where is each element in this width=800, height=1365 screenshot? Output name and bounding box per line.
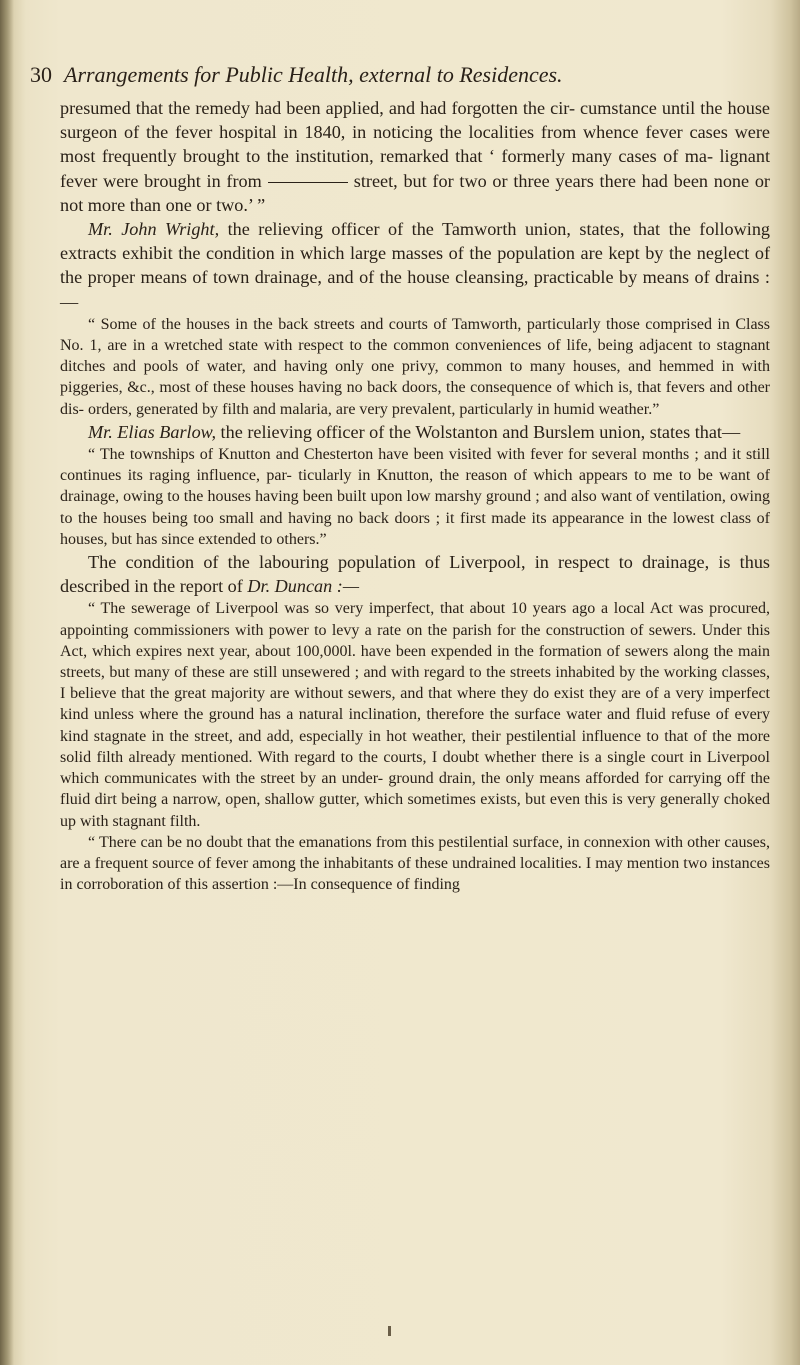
- paragraph-1: [60, 96, 770, 217]
- omitted-street-dash: [268, 182, 348, 183]
- page-number: 30: [30, 62, 52, 87]
- quote-tamworth: “ Some of the houses in the back streets and courts of Tamworth, particularly those comprised in Class No. 1, are in a wretched state with respect to the common conveniences of life, being adjacent to stagnant ditches and pools of water, and having only one privy, common to many houses, and hemmed in with piggeries, &c., most of these houses having no back doors, the consequence of which is, that fevers and other dis- orders, generated by filth and malaria, are very prevalent, particularly in humid weather.”: [60, 315, 770, 418]
- paragraph-4: [60, 420, 770, 444]
- page-header: [30, 62, 770, 94]
- page-mark: [388, 1326, 391, 1336]
- paragraph-1-end: street, but for two or three years there had been none or not more than one or two.’ ”: [60, 170, 770, 215]
- paragraph-2: [60, 217, 770, 314]
- paragraph-1-text: presumed that the remedy had been applied, and had forgotten the cir- cumstance until the house surgeon of the fever hospital in 1840, in noticing the localities from whence fever cases were most frequently brought to the institution, remarked that ‘ formerly many cases of ma- lignant fever were brought in from: [60, 98, 770, 191]
- paragraph-2-text: the relieving officer of the Tamworth union, states, that the following extracts exhibit the condition in which large masses of the population are kept by the neglect of the proper means of town drainage, and of the house cleansing, practicable by means of drains :—: [60, 219, 771, 312]
- officer-name-wright: Mr. John Wright,: [88, 219, 220, 240]
- book-spine-shadow: [0, 0, 14, 1365]
- paragraph-4-text: the relieving officer of the Wolstanton and Burslem union, states that—: [220, 421, 741, 442]
- quote-liverpool-sewerage: “ The sewerage of Liverpool was so very imperfect, that about 10 years ago a local Act was procured, appointing commissioners with power to levy a rate on the parish for the construction of sewers. Under this Act, which expires next year, about 100,000l. have been expended in the formation of sewers along the main streets, but many of these are still unsewered ; and with regard to the streets inhabited by the working classes, I believe that the great majority are without sewers, and that where they do exist they are of a very imperfect kind unless where the ground has a natural inclination, therefore the surface water and fluid refuse of every kind stagnate in the street, and add, especially in hot weather, their pestilential influence to that of the more solid filth already mentioned. With regard to the courts, I doubt whether there is a single court in Liverpool which communicates with the street by an under- ground drain, the only means afforded for carrying off the fluid dirt being a narrow, open, shallow gutter, which sometimes exists, but even this is very generally choked up with stagnant filth.: [60, 600, 770, 830]
- paragraph-6: [60, 550, 770, 598]
- officer-name-barlow: Mr. Elias Barlow,: [88, 421, 216, 442]
- quote-knutton: “ The townships of Knutton and Chesterton have been visited with fever for several months ; and it still continues its raging influence, par- ticularly in Knutton, the reason of which appears to me to be want of drainage, owing to the houses having been built upon low marshy ground ; and also want of ventilation, owing to the houses being too small and having no back doors ; it first made its appearance in the lowest class of houses, but has since extended to others.”: [60, 446, 770, 548]
- page-body: [60, 96, 770, 895]
- doctor-name-duncan: Dr. Duncan :—: [247, 576, 360, 597]
- paragraph-6-text: The condition of the labouring population of Liverpool, in respect to drainage, is thus described in the report of: [60, 552, 770, 597]
- running-title: Arrangements for Public Health, external to Residences.: [64, 62, 563, 87]
- quote-liverpool-fever: “ There can be no doubt that the emanations from this pestilential surface, in connexion with other causes, are a frequent source of fever among the inhabitants of these undrained localities. I may mention two instances in corroboration of this assertion :—In consequence of finding: [60, 833, 770, 894]
